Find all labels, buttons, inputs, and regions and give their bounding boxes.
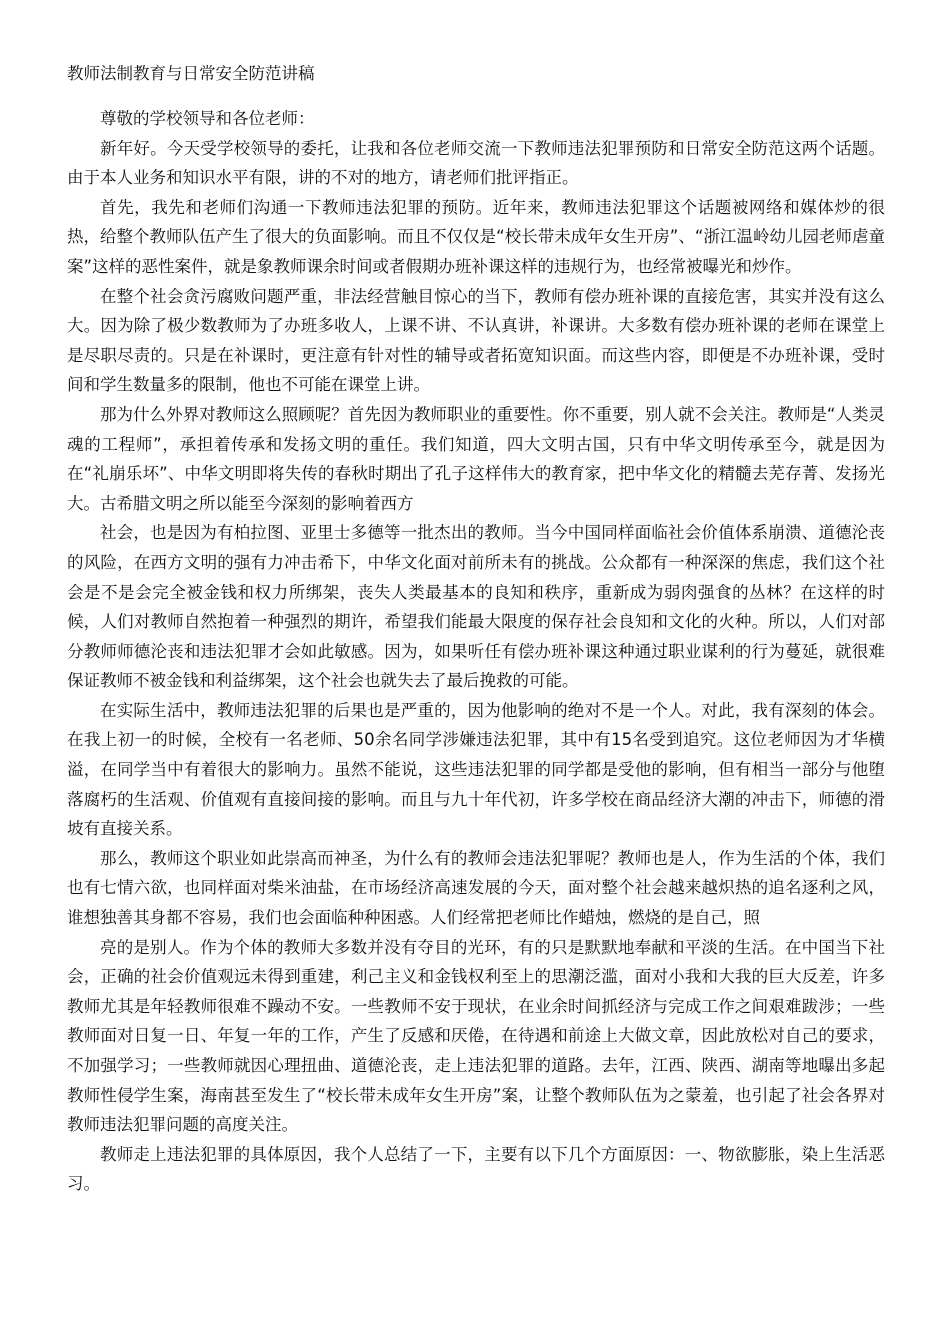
document-title: 教师法制教育与日常安全防范讲稿 <box>67 64 315 83</box>
paragraph: 在整个社会贪污腐败问题严重，非法经营触目惊心的当下，教师有偿办班补课的直接危害，其实并没有这么大。因为除了极少数教师为了办班多收人，上课不讲、不认真讲，补课讲。大多数有偿办班补课的老师在课堂上是尽职尽责的。只是在补课时，更注意有针对性的辅导或者拓宽知识面。而这些内容，即便是不办班补课，受时间和学生数量多的限制，他也不可能在课堂上讲。 <box>67 286 885 395</box>
paragraph: 在实际生活中，教师违法犯罪的后果也是严重的，因为他影响的绝对不是一个人。对此，我有深刻的体会。在我上初一的时候，全校有一名老师、50余名同学涉嫌违法犯罪，其中有15名受到追究。这位老师因为才华横溢，在同学当中有着很大的影响力。虽然不能说，这些违法犯罪的同学都是受他的影响，但有相当一部分与他堕落腐朽的生活观、价值观有直接间接的影响。而且与九十年代初，许多学校在商品经济大潮的冲击下，师德的滑坡有直接关系。 <box>67 700 885 839</box>
paragraph: 首先，我先和老师们沟通一下教师违法犯罪的预防。近年来，教师违法犯罪这个话题被网络和媒体炒的很热，给整个教师队伍产生了很大的负面影响。而且不仅仅是“校长带未成年女生开房”、“浙江温岭幼儿园老师虐童案”这样的恶性案件，就是象教师课余时间或者假期办班补课这样的违规行为，也经常被曝光和炒作。 <box>67 197 885 276</box>
paragraph: 社会，也是因为有柏拉图、亚里士多德等一批杰出的教师。当今中国同样面临社会价值体系崩溃、道德沦丧的风险，在西方文明的强有力冲击希下，中华文化面对前所未有的挑战。公众都有一种深深的焦虑，我们这个社会是不是会完全被金钱和权力所绑架，丧失人类最基本的良知和秩序，重新成为弱肉强食的丛林？在这样的时候，人们对教师自然抱着一种强烈的期许，希望我们能最大限度的保存社会良知和文化的火种。所以，人们对部分教师师德沦丧和违法犯罪才会如此敏感。因为，如果听任有偿办班补课这种通过职业谋利的行为蔓延，就很难保证教师不被金钱和利益绑架，这个社会也就失去了最后挽救的可能。 <box>67 523 885 691</box>
paragraph: 那么，教师这个职业如此崇高而神圣，为什么有的教师会违法犯罪呢？教师也是人，作为生活的个体，我们也有七情六欲，也同样面对柴米油盐，在市场经济高速发展的今天，面对整个社会越来越炽热的追名逐利之风，谁想独善其身都不容易，我们也会面临种种困惑。人们经常把老师比作蜡烛，燃烧的是自己，照 <box>67 848 885 928</box>
paragraph: 新年好。今天受学校领导的委托，让我和各位老师交流一下教师违法犯罪预防和日常安全防范这两个话题。由于本人业务和知识水平有限，讲的不对的地方，请老师们批评指正。 <box>67 138 885 188</box>
paragraph: 那为什么外界对教师这么照顾呢？首先因为教师职业的重要性。你不重要，别人就不会关注。教师是“人类灵魂的工程师”，承担着传承和发扬文明的重任。我们知道，四大文明古国，只有中华文明传承至今，就是因为在“礼崩乐坏”、中华文明即将失传的春秋时期出了孔子这样伟大的教育家，把中华文化的精髓去芜存菁、发扬光大。古希腊文明之所以能至今深刻的影响着西方 <box>67 404 885 513</box>
paragraph: 亮的是别人。作为个体的教师大多数并没有夺目的光环，有的只是默默地奉献和平淡的生活。在中国当下社会，正确的社会价值观远未得到重建，利己主义和金钱权利至上的思潮泛滥，面对小我和大我的巨大反差，许多教师尤其是年轻教师很难不躁动不安。一些教师不安于现状，在业余时间抓经济与完成工作之间艰难跋涉；一些教师面对日复一日、年复一年的工作，产生了反感和厌倦，在待遇和前途上大做文章，因此放松对自己的要求，不加强学习；一些教师就因心理扭曲、道德沦丧，走上违法犯罪的道路。去年，江西、陕西、湖南等地曝出多起教师性侵学生案，海南甚至发生了“校长带未成年女生开房”案，让整个教师队伍为之蒙羞，也引起了社会各界对教师违法犯罪问题的高度关注。 <box>67 937 885 1135</box>
paragraph: 教师走上违法犯罪的具体原因，我个人总结了一下，主要有以下几个方面原因：一、物欲膨胀，染上生活恶习。 <box>67 1144 885 1194</box>
paragraph: 尊敬的学校领导和各位老师： <box>100 109 315 128</box>
document-page <box>67 58 885 1199</box>
